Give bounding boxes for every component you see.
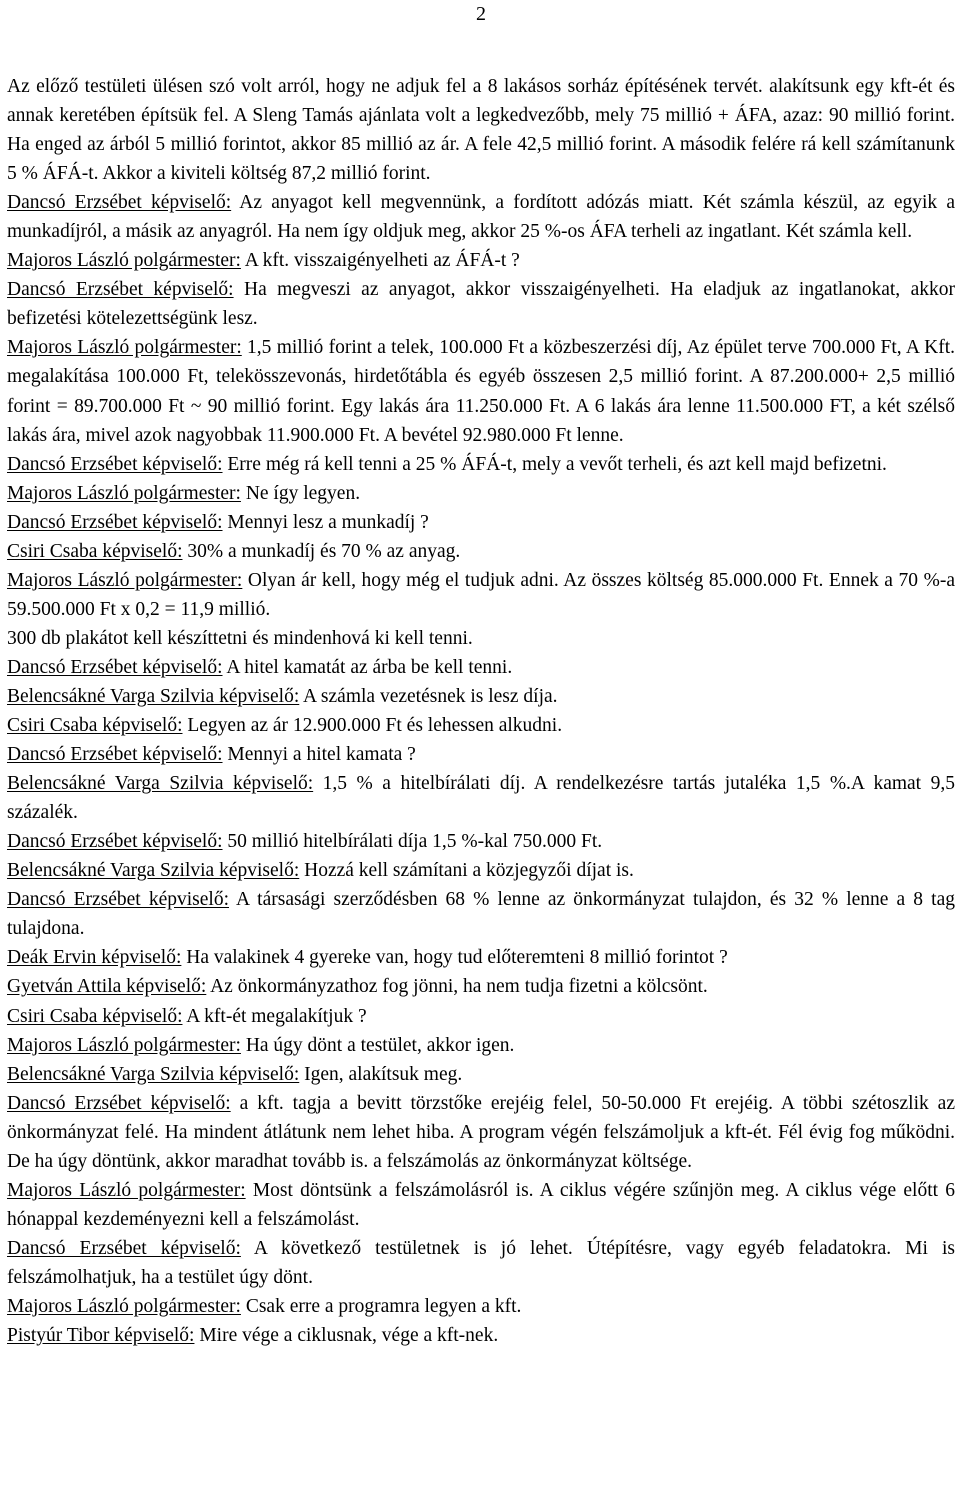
speaker-name: Csiri Csaba képviselő:	[7, 1005, 183, 1027]
paragraph-text: 300 db plakátot kell készíttetni és mindenhová ki kell tenni.	[7, 627, 473, 649]
speaker-name: Belencsákné Varga Szilvia képviselő:	[7, 685, 300, 707]
paragraph	[7, 1060, 955, 1089]
paragraph-text: Mennyi a hitel kamata ?	[222, 744, 416, 766]
paragraph-text: Csak erre a programra legyen a kft.	[240, 1295, 522, 1317]
speaker-name: Pistyúr Tibor képviselő:	[7, 1325, 195, 1347]
speaker-name: Majoros László polgármester:	[7, 482, 241, 504]
speaker-name: Dancsó Erzsébet képviselő:	[7, 889, 229, 911]
speaker-name: Dancsó Erzsébet képviselő:	[7, 656, 223, 678]
document-body	[7, 72, 955, 1350]
paragraph	[7, 972, 955, 1001]
paragraph	[7, 537, 955, 566]
paragraph-text: 1,5 millió forint a telek, 100.000 Ft a közbeszerzési díj, Az épület terve 700.000 Ft, A Kft. megalakítása 100.000 Ft, telekösszevonás, hirdetőtábla és egyéb összesen 2,5 millió forint. A 87.200.000+ 2,5 millió forint = 89.700.000 Ft ~ 90 millió forint. Egy lakás ára 11.250.000 Ft. A 6 lakás ára lenne 11.500.000 FT, a két szélső lakás ára, mivel azok nagyobbak 11.900.000 Ft. A bevétel 92.980.000 Ft lenne.	[7, 337, 955, 446]
paragraph-text: A társasági szerződésben 68 % lenne az önkormányzat tulajdon, és 32 % lenne a 8 tag tulajdona.	[7, 889, 955, 940]
speaker-name: Dancsó Erzsébet képviselő:	[7, 744, 223, 766]
speaker-name: Majoros László polgármester:	[7, 337, 242, 359]
paragraph-text: A következő testületnek is jó lehet. Útépítésre, vagy egyéb feladatokra. Mi is felszámolhatjuk, ha a testület úgy dönt.	[7, 1237, 955, 1288]
paragraph	[7, 566, 955, 624]
paragraph	[7, 1089, 955, 1176]
speaker-name: Dancsó Erzsébet képviselő:	[7, 279, 234, 301]
speaker-name: Majoros László polgármester:	[7, 250, 241, 272]
paragraph-text: Mennyi lesz a munkadíj ?	[222, 511, 429, 533]
paragraph-text: A kft-ét megalakítjuk ?	[182, 1005, 367, 1027]
paragraph-text: Az önkormányzathoz fog jönni, ha nem tudja fizetni a kölcsönt.	[206, 976, 708, 998]
paragraph	[7, 856, 955, 885]
paragraph	[7, 1002, 955, 1031]
speaker-name: Dancsó Erzsébet képviselő:	[7, 1237, 241, 1259]
paragraph-text: a kft. tagja a bevitt törzstőke erejéig felel, 50-50.000 Ft erejéig. A többi szétoszlik az önkormányzat felé. Ha mindent átlátunk nem lehet hiba. A program végén felszámoljuk a kft-ét. Fél évig fog működni. De ha úgy döntünk, akkor maradhat tovább is. a felszámolás az önkormányzat költsége.	[7, 1092, 955, 1172]
speaker-name: Dancsó Erzsébet képviselő:	[7, 831, 223, 853]
paragraph-text: Mire vége a ciklusnak, vége a kft-nek.	[194, 1325, 499, 1347]
speaker-name: Dancsó Erzsébet képviselő:	[7, 453, 223, 475]
paragraph-text: A kft. visszaigényelheti az ÁFÁ-t ?	[240, 250, 520, 272]
paragraph-text: Ha valakinek 4 gyereke van, hogy tud előteremteni 8 millió forintot ?	[181, 947, 728, 969]
speaker-name: Majoros László polgármester:	[7, 569, 243, 591]
paragraph-text: Ha megveszi az anyagot, akkor visszaigényelheti. Ha eladjuk az ingatlanokat, akkor befizetési kötelezettségünk lesz.	[7, 279, 955, 330]
paragraph	[7, 769, 955, 827]
page-number: 2	[476, 3, 486, 25]
speaker-name: Belencsákné Varga Szilvia képviselő:	[7, 1063, 300, 1085]
paragraph-text: Legyen az ár 12.900.000 Ft és lehessen alkudni.	[182, 715, 563, 737]
paragraph	[7, 508, 955, 537]
speaker-name: Dancsó Erzsébet képviselő:	[7, 511, 223, 533]
speaker-name: Majoros László polgármester:	[7, 1295, 241, 1317]
paragraph	[7, 827, 955, 856]
paragraph-text: Az anyagot kell megvennünk, a fordított adózás miatt. Két számla készül, az egyik a munkadíjról, a másik az anyagról. Ha nem így oldjuk meg, akkor 25 %-os ÁFA terheli az ingatlant. Két számla kell.	[7, 192, 955, 243]
paragraph	[7, 1176, 955, 1234]
paragraph	[7, 275, 955, 333]
paragraph-text: Ha úgy dönt a testület, akkor igen.	[240, 1034, 515, 1056]
paragraph	[7, 711, 955, 740]
speaker-name: Gyetván Attila képviselő:	[7, 976, 207, 998]
paragraph	[7, 1234, 955, 1292]
paragraph	[7, 943, 955, 972]
paragraph	[7, 450, 955, 479]
paragraph	[7, 624, 955, 653]
speaker-name: Dancsó Erzsébet képviselő:	[7, 192, 232, 214]
speaker-name: Dancsó Erzsébet képviselő:	[7, 1092, 231, 1114]
paragraph	[7, 188, 955, 246]
paragraph-text: Az előző testületi ülésen szó volt arról, hogy ne adjuk fel a 8 lakásos sorház építésének tervét. alakítsunk egy kft-ét és annak keretében építsük fel. A Sleng Tamás ajánlata volt a legkedvezőbb, mely 75 millió + ÁFA, azaz: 90 millió forint. Ha enged az árból 5 millió forintot, akkor 85 millió az ár. A fele 42,5 millió forint. A második felére rá kell számítanunk 5 % ÁFÁ-t. Akkor a kiviteli költség 87,2 millió forint.	[7, 76, 955, 185]
paragraph-text: A számla vezetésnek is lesz díja.	[299, 685, 558, 707]
paragraph-text: Olyan ár kell, hogy még el tudjuk adni. Az összes költség 85.000.000 Ft. Ennek a 70 %-a 59.500.000 Ft x 0,2 = 11,9 millió.	[7, 569, 956, 620]
paragraph	[7, 682, 955, 711]
paragraph-text: 30% a munkadíj és 70 % az anyag.	[182, 540, 461, 562]
paragraph-text: Erre még rá kell tenni a 25 % ÁFÁ-t, mely a vevőt terheli, és azt kell majd befizetni.	[222, 453, 887, 475]
speaker-name: Majoros László polgármester:	[7, 1034, 241, 1056]
paragraph	[7, 246, 955, 275]
paragraph	[7, 1321, 955, 1350]
paragraph-text: A hitel kamatát az árba be kell tenni.	[222, 656, 513, 678]
paragraph	[7, 740, 955, 769]
paragraph-text: 1,5 % a hitelbírálati díj. A rendelkezésre tartás jutaléka 1,5 %.A kamat 9,5 százalék.	[7, 773, 955, 824]
paragraph-text: Igen, alakítsuk meg.	[299, 1063, 463, 1085]
speaker-name: Deák Ervin képviselő:	[7, 947, 182, 969]
paragraph	[7, 1031, 955, 1060]
paragraph	[7, 653, 955, 682]
paragraph-text: Most döntsünk a felszámolásról is. A ciklus végére szűnjön meg. A ciklus vége előtt 6 hónappal kezdeményezni kell a felszámolást.	[7, 1179, 955, 1230]
speaker-name: Csiri Csaba képviselő:	[7, 715, 183, 737]
speaker-name: Csiri Csaba képviselő:	[7, 540, 183, 562]
paragraph	[7, 479, 955, 508]
paragraph-text: Hozzá kell számítani a közjegyzői díjat is.	[299, 860, 634, 882]
paragraph-text: 50 millió hitelbírálati díja 1,5 %-kal 750.000 Ft.	[222, 831, 603, 853]
speaker-name: Majoros László polgármester:	[7, 1179, 246, 1201]
paragraph	[7, 1292, 955, 1321]
paragraph-text: Ne így legyen.	[240, 482, 361, 504]
speaker-name: Belencsákné Varga Szilvia képviselő:	[7, 773, 314, 795]
speaker-name: Belencsákné Varga Szilvia képviselő:	[7, 860, 300, 882]
paragraph	[7, 72, 955, 188]
paragraph	[7, 885, 955, 943]
paragraph	[7, 333, 955, 449]
